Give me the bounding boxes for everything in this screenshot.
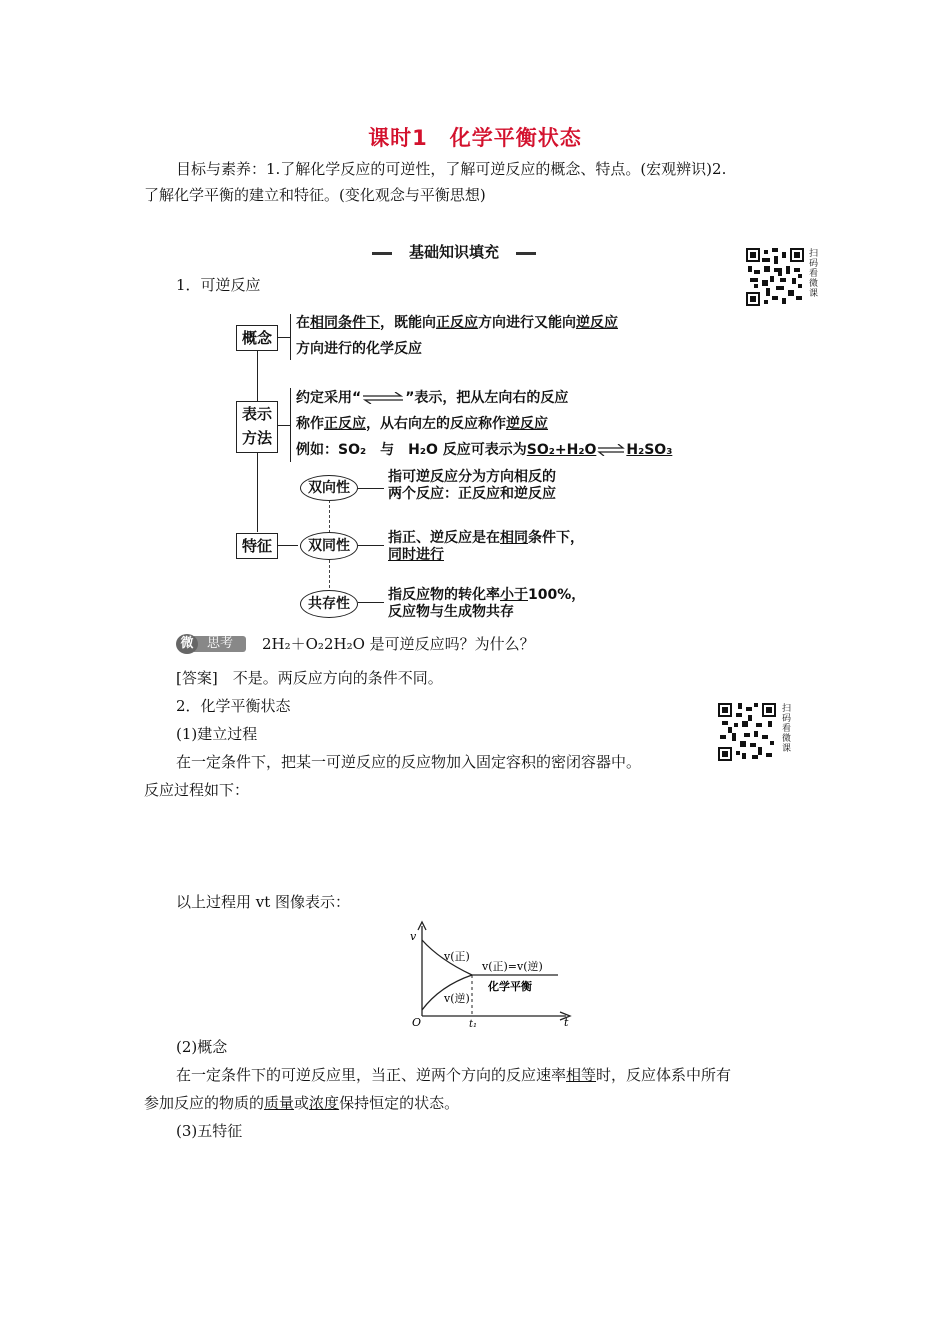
features-box: 特征 bbox=[236, 533, 278, 559]
notation-text-line-2: 称作正反应，从右向左的反应称作逆反应 bbox=[296, 416, 548, 432]
graph-intro: 以上过程用 vt 图像表示： bbox=[176, 893, 351, 911]
vt-chart bbox=[406, 920, 582, 1028]
feature-2-text: 指正、逆反应是在相同条件下， 同时进行 bbox=[388, 530, 584, 563]
connector-line bbox=[358, 488, 384, 489]
subheading-establishment: (1)建立过程 bbox=[176, 725, 258, 743]
notation-box: 表示 方法 bbox=[236, 401, 278, 453]
section-2-heading: 2．化学平衡状态 bbox=[176, 697, 291, 715]
process-intro: 反应过程如下： bbox=[144, 781, 250, 799]
feature-1-text: 指可逆反应分为方向相反的 两个反应：正反应和逆反应 bbox=[388, 469, 556, 502]
concept-box: 概念 bbox=[236, 325, 278, 351]
equilibrium-concept-line-1: 在一定条件下的可逆反应里，当正、逆两个方向的反应速率相等时，反应体系中所有 bbox=[176, 1066, 732, 1084]
think-badge: 思考 微 bbox=[176, 634, 248, 654]
bracket-line bbox=[290, 314, 291, 360]
feature-oval-dual-same: 双同性 bbox=[300, 532, 358, 560]
qr-caption: 扫码看微课 bbox=[807, 248, 817, 298]
feature-oval-bidirectional: 双向性 bbox=[300, 475, 358, 501]
subheading-concept: (2)概念 bbox=[176, 1038, 228, 1056]
goals-line-2: 了解化学平衡的建立和特征。(变化观念与平衡思想) bbox=[144, 186, 486, 204]
connector-line bbox=[278, 337, 290, 338]
reversible-arrow-icon bbox=[596, 444, 626, 456]
x-axis-label: t bbox=[564, 1016, 569, 1028]
series-forward-label: v(正) bbox=[444, 950, 470, 963]
goals-line-1: 目标与素养：1.了解化学反应的可逆性，了解可逆反应的概念、特点。(宏观辨识)2. bbox=[176, 160, 727, 178]
feature-oval-coexistence: 共存性 bbox=[300, 590, 358, 618]
notation-text-line-1: 约定采用“ ”表示，把从左向右的反应 bbox=[296, 390, 569, 406]
origin-label: O bbox=[412, 1016, 422, 1028]
feature-3-text: 指反应物的转化率小于100%， 反应物与生成物共存 bbox=[388, 587, 586, 620]
establishment-text: 在一定条件下，把某一可逆反应的反应物加入固定容积的密闭容器中。 bbox=[176, 753, 642, 771]
reversible-arrow-icon bbox=[361, 392, 405, 404]
page-title: 课时1 化学平衡状态 bbox=[368, 126, 582, 150]
equal-rate-label: v(正)=v(逆) bbox=[482, 960, 543, 973]
qr-code-icon[interactable] bbox=[746, 248, 804, 306]
concept-text-line-2: 方向进行的化学反应 bbox=[296, 341, 422, 357]
think-answer: [答案] 不是。两反应方向的条件不同。 bbox=[176, 669, 443, 687]
subheading-five-features: (3)五特征 bbox=[176, 1122, 243, 1140]
connector-line bbox=[257, 452, 258, 532]
notation-text-line-3: 例如：SO₂ 与 H₂O 反应可表示为SO₂+H₂O H₂SO₃ bbox=[296, 442, 673, 458]
concept-text-line-1: 在相同条件下，既能向正反应方向进行又能向逆反应 bbox=[296, 315, 618, 331]
equilibrium-state-label: 化学平衡 bbox=[488, 980, 532, 993]
connector-line bbox=[257, 349, 258, 401]
y-axis-label: v bbox=[410, 930, 417, 943]
connector-line bbox=[278, 545, 298, 546]
section-banner: 基础知识填充 bbox=[372, 242, 536, 264]
connector-line bbox=[358, 602, 384, 603]
connector-line bbox=[358, 545, 384, 546]
bracket-line bbox=[290, 388, 291, 462]
section-1-heading: 1．可逆反应 bbox=[176, 276, 261, 294]
series-reverse-label: v(逆) bbox=[444, 992, 470, 1005]
qr-caption: 扫码看微课 bbox=[780, 703, 790, 753]
think-question: 2H₂＋O₂2H₂O 是可逆反应吗？为什么？ bbox=[262, 635, 535, 653]
connector-line bbox=[278, 425, 290, 426]
t1-label: t₁ bbox=[469, 1019, 478, 1028]
equilibrium-concept-line-2: 参加反应的物质的质量或浓度保持恒定的状态。 bbox=[144, 1094, 460, 1112]
qr-code-icon[interactable] bbox=[718, 703, 776, 761]
